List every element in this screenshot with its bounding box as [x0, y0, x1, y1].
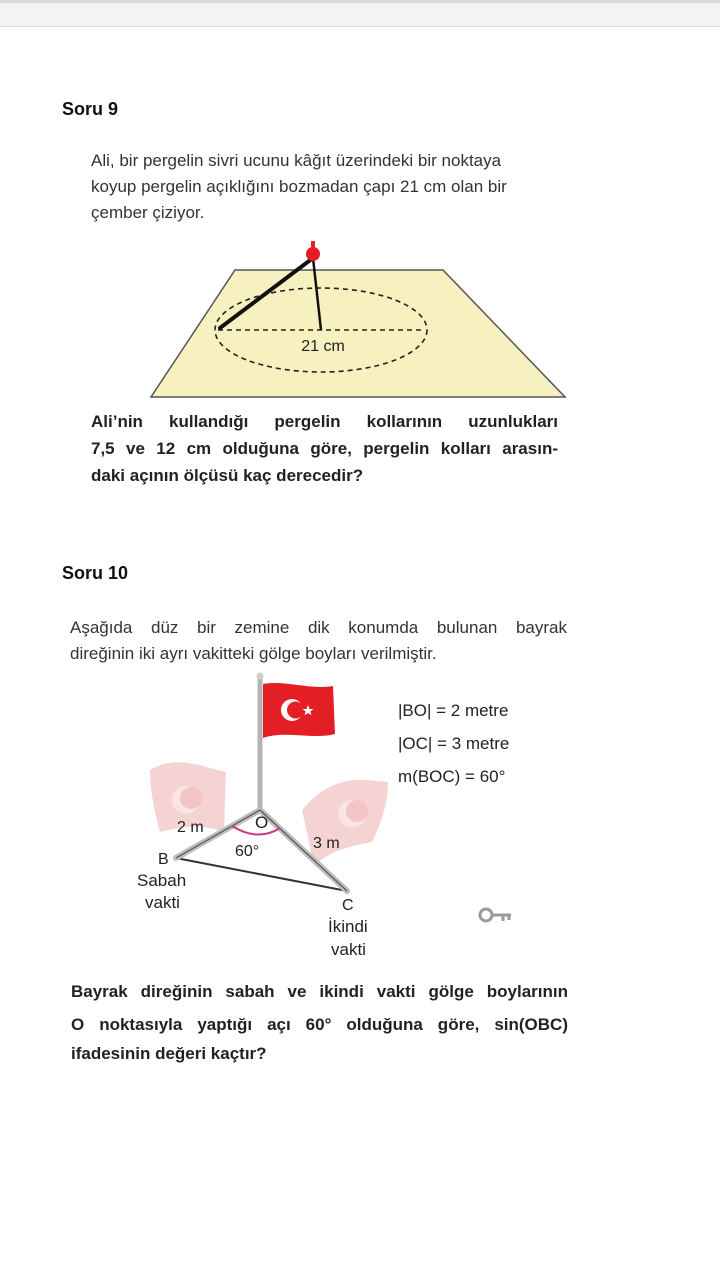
- turkish-flag-icon: [263, 683, 335, 738]
- label-o: O: [255, 813, 269, 832]
- q9-intro: [91, 148, 571, 226]
- label-c: C: [342, 897, 354, 914]
- label-morning-1: Sabah: [137, 871, 187, 890]
- compass-head: [306, 247, 320, 261]
- top-edge-line: [0, 0, 720, 3]
- q9-intro-line: Ali, bir pergelin sivri ucunu kâğıt üzerindeki bir noktaya: [91, 151, 502, 170]
- label-b: B: [158, 851, 169, 868]
- flagpole-top: [257, 673, 264, 680]
- q9-question-last: daki açının ölçüsü kaç derecedir?: [91, 466, 364, 485]
- given-angle: m(BOC) = 60°: [398, 767, 506, 786]
- q10-intro-last: direğinin iki ayrı vakitteki gölge boyları verilmiştir.: [70, 644, 437, 663]
- q10-question-last: ifadesinin değeri kaçtır?: [71, 1044, 267, 1063]
- q10-intro: [70, 615, 567, 641]
- q9-intro-line: çember çiziyor.: [91, 203, 205, 222]
- given-bo: |BO| = 2 metre: [398, 701, 509, 720]
- key-icon: [478, 905, 514, 925]
- q10-question-line: Bayrak direğinin sabah ve ikindi vakti gölge boylarının: [71, 982, 568, 1001]
- q10-question-line: O noktasıyla yaptığı açı 60° olduğuna göre, sin(OBC): [71, 1015, 568, 1034]
- faded-flag-right: [302, 780, 388, 866]
- diameter-label: 21 cm: [301, 338, 345, 355]
- q10-question: [71, 975, 568, 1041]
- q10-intro-line: Aşağıda düz bir zemine dik konumda bulunan bayrak: [70, 618, 567, 637]
- label-bo-length: 2 m: [177, 819, 204, 836]
- q9-question-line: Ali’nin kullandığı pergelin kollarının uzunlukları: [91, 412, 558, 431]
- q9-intro-line: koyup pergelin açıklığını bozmadan çapı 21 cm olan bir: [91, 177, 507, 196]
- q9-heading: Soru 9: [62, 99, 119, 119]
- label-afternoon-2: vakti: [331, 940, 366, 959]
- q10-givens: [398, 694, 509, 793]
- q10-heading: Soru 10: [62, 563, 129, 583]
- compass-handle: [311, 241, 315, 249]
- q9-question: [91, 408, 558, 462]
- label-morning-2: vakti: [145, 893, 180, 912]
- compass-figure: [145, 232, 575, 402]
- label-oc-length: 3 m: [313, 835, 340, 852]
- label-angle: 60°: [235, 843, 260, 860]
- label-afternoon-1: İkindi: [328, 917, 368, 936]
- given-oc: |OC| = 3 metre: [398, 734, 510, 753]
- paper-sheet: [151, 270, 565, 397]
- q9-question-line: 7,5 ve 12 cm olduğuna göre, pergelin kolları arasın-: [91, 439, 558, 458]
- browser-top-bar: [0, 0, 720, 27]
